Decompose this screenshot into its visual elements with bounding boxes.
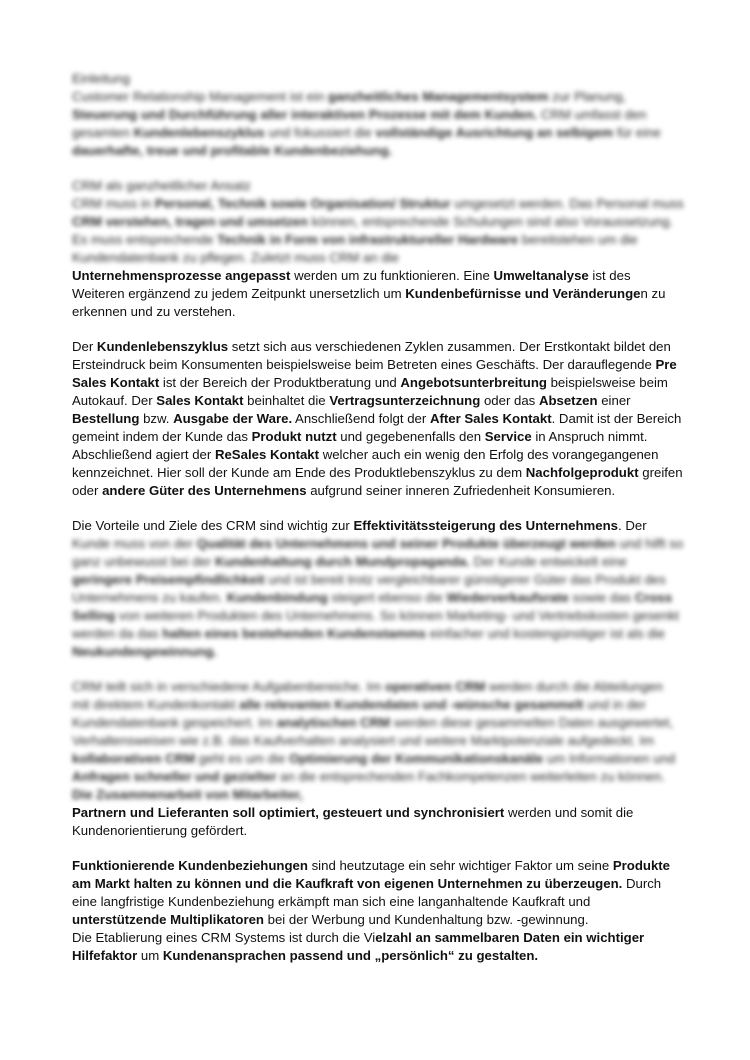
text-run: und fokussiert die [264,125,376,140]
text-run: Durch eine langfristige Kundenbeziehung erkämpft man sich eine langanhaltende Kaufkraft und [72,876,662,909]
bold-text-run: Kundenlebenszyklus [96,339,229,354]
bold-text-run: Wiederverkaufsrate [446,590,569,605]
text-run: umgesetzt werden. Das Personal muss [450,196,684,211]
bold-text-run: Neukundengewinnung. [72,644,218,659]
text-run: welcher auch ein wenig den Erfolg des vorangegangenen kennzeichnet. Hier soll der Kunde am Ende des Produktlebenszyklus zu dem [72,447,659,480]
text-run: bzw. [139,411,174,426]
section2-paragraph-blurred [72,195,684,267]
bold-text-run: dauerhafte, treue und profitable Kundenbeziehung. [72,143,393,158]
text-run: n zu erkennen und zu verstehen. [72,286,666,319]
text-run: ist des Weiteren ergänzend zu jedem Zeitpunkt unersetzlich um [72,268,631,301]
bold-text-run: Service [484,429,532,444]
text-run: werden um zu funktionieren. Eine [290,268,494,283]
bold-text-run: vollständige Ausrichtung an selbigem [375,125,614,140]
text-run: und hilft so ganz unbewusst bei der [72,536,684,569]
bold-text-run: alle relevanten Kundendaten und -wünsche gesammelt [239,697,584,712]
bold-text-run: Nachfolgeprodukt [525,465,639,480]
bold-text-run: Sales Kontakt [156,393,244,408]
text-run: Der [72,339,97,354]
blurred-section-4 [72,535,684,661]
bold-text-run: elzahl an sammelbaren Daten ein wichtiger Hilfefaktor [72,930,645,963]
bold-text-run: Produkte am Markt halten zu können und die Kaufkraft von eigenen Unternehmen zu überzeugen. [72,858,671,891]
bold-text-run: halten eines bestehenden Kundenstamms [162,626,427,641]
bold-text-run: Ausgabe der Ware. [173,411,293,426]
text-run: oder das [480,393,539,408]
section4-first-line [72,517,684,535]
bold-text-run: Kundenhaltung durch Mundpropaganda. [214,554,470,569]
text-run: beinhaltet die [243,393,330,408]
text-run: . Damit ist der Bereich gemeint indem der Kunde das [72,411,682,444]
text-run: Der Kunde entwickelt eine [469,554,627,569]
blurred-intro [72,70,684,160]
bold-text-run: After Sales Kontakt [429,411,552,426]
text-run: Kunde muss von der [72,536,197,551]
text-run: werden und somit die Kundenorientierung gefördert. [72,805,634,838]
bold-text-run: operativen CRM [385,679,486,694]
text-run: Anschließend folgt der [292,411,430,426]
section2-paragraph-visible [72,267,684,321]
text-run: . Der [618,518,647,533]
bold-text-run: ganzheitliches Managementsystem [327,89,549,104]
text-run: von weiteren Produkten des Unternehmens. So können Marketing- und Vertriebskosten gesenkt werden da das [72,608,679,641]
text-run: steigert ebenso die [327,590,447,605]
text-run: CRM teilt sich in verschiedene Aufgabenbereiche. Im [72,679,385,694]
bold-text-run: Kundenansprachen passend und „persönlich“ zu gestalten. [162,948,539,963]
text-run: werden durch die Abteilungen mit direktem Kundenkontakt [72,679,663,712]
bold-text-run: Bestellung [72,411,140,426]
text-run: setzt sich aus verschiedenen Zyklen zusammen. Der Erstkontakt bildet den Ersteindruck beim Konsumenten beispielsweise beim Betreten eines Geschäfts. Der darauflegende [72,339,671,372]
text-run: können, entsprechende Schulungen sind also Voraussetzung. Es muss entsprechende [72,214,674,247]
bold-text-run: Vertragsunterzeichnung [329,393,481,408]
bold-text-run: Absetzen [538,393,598,408]
bold-text-run: Partnern und Lieferanten soll optimiert, gesteuert und synchronisiert [72,805,505,820]
bold-text-run: ReSales Kontakt [214,447,320,462]
text-run: bei der Werbung und Kundenhaltung bzw. -gewinnung. [263,912,589,927]
text-run: Die Vorteile und Ziele des CRM sind wichtig zur [72,518,354,533]
section5-paragraph-blurred [72,678,684,804]
bold-text-run: Die Zusammenarbeit von Mitarbeiter, [72,787,303,802]
text-run: zur Planung, [548,89,627,104]
bold-text-run: unterstützende Multiplikatoren [72,912,264,927]
bold-text-run: Produkt nutzt [251,429,337,444]
bold-text-run: Technik in Form von infrastruktureller Hardware [217,232,519,247]
text-run: ist der Bereich der Produktberatung und [159,375,401,390]
section2-heading: CRM als ganzheitlicher Ansatz [72,178,251,193]
bold-text-run: Anfragen schneller und gezielter [72,769,277,784]
text-run: Customer Relationship Management ist ein [72,89,328,104]
text-run: in Anspruch nimmt. Abschließend agiert der [72,429,648,462]
section3-paragraph [72,338,684,500]
text-run: und in der Kundendatenbank gespeichert. Im [72,697,646,730]
bold-text-run: Effektivitätssteigerung des Unternehmens [353,518,619,533]
text-run: sind heutzutage ein sehr wichtiger Faktor um seine [307,858,613,873]
bold-text-run: Angebotsunterbreitung [400,375,547,390]
bold-text-run: geringere Preisempfindlichkeit [72,572,265,587]
bold-text-run: Kundenbefürnisse und Veränderunge [405,286,641,301]
blurred-section-5 [72,678,684,804]
text-run: beispielsweise beim Autokauf. Der [72,375,668,408]
bold-text-run: Optimierung der Kommunikationskanäle [288,751,544,766]
bold-text-run: Personal, Technik sowie Organisation/ Struktur [154,196,451,211]
text-run: um Informationen und [543,751,676,766]
text-run: greifen oder [72,465,683,498]
bold-text-run: Umweltanalyse [493,268,589,283]
section6-paragraph [72,857,684,929]
bold-text-run: Pre Sales Kontakt [72,357,677,390]
text-run: und ist bereit trotz vergleichbarer günstigerer Güter das Produkt des Unternehmens zu kaufen. [72,572,666,605]
document-page [72,70,684,965]
bold-text-run: Qualität des Unternehmens und seiner Produkte überzeugt werden [196,536,616,551]
text-run: bereitstehen um die Kundendatenbank zu pflegen. Zuletzt muss CRM an die [72,232,638,265]
text-run: Die Etablierung eines CRM Systems ist durch die Vi [72,930,376,945]
text-run: geht es um die [195,751,289,766]
bold-text-run: Kundenlebenszyklus [133,125,265,140]
bold-text-run: Steuerung und Durchführung aller interaktiven Prozesse mit dem Kunden. [72,107,538,122]
text-run: einfacher und kostengünstiger ist als die [426,626,666,641]
bold-text-run: CRM verstehen, tragen und umsetzen [72,214,308,229]
section7-paragraph [72,929,684,965]
text-run: werden diese gesammelten Daten ausgewertet, Verhaltensweisen wie z.B. das Kaufverhalten analysiert und weitere Marktpotenziale aufgedeckt. Im [72,715,674,748]
bold-text-run: andere Güter des Unternehmens [102,483,307,498]
bold-text-run: Kundenbindung [226,590,328,605]
text-run: CRM umfasst den gesamten [72,107,647,140]
bold-text-run: Unternehmensprozesse angepasst [72,268,291,283]
text-run: für eine [613,125,661,140]
text-run: einer [597,393,631,408]
bold-text-run: Funktionierende Kundenbeziehungen [72,858,308,873]
bold-text-run: kollaborativen CRM [72,751,196,766]
bold-text-run: analytischen CRM [276,715,391,730]
text-run: aufgrund seiner inneren Zufriedenheit Konsumieren. [306,483,616,498]
bold-text-run: Cross Selling [72,590,673,623]
intro-heading: Einleitung [72,71,130,86]
text-run: CRM muss in [72,196,155,211]
text-run: an die entsprechenden Fachkompetenzen weiterleiten zu können. [276,769,666,784]
section4-paragraph-blurred [72,535,684,661]
section5-paragraph-visible [72,804,684,840]
text-run: und gegebenenfalls den [336,429,485,444]
text-run: um [137,948,163,963]
text-run: sowie das [568,590,635,605]
intro-paragraph [72,88,684,160]
blurred-section-2 [72,177,684,267]
